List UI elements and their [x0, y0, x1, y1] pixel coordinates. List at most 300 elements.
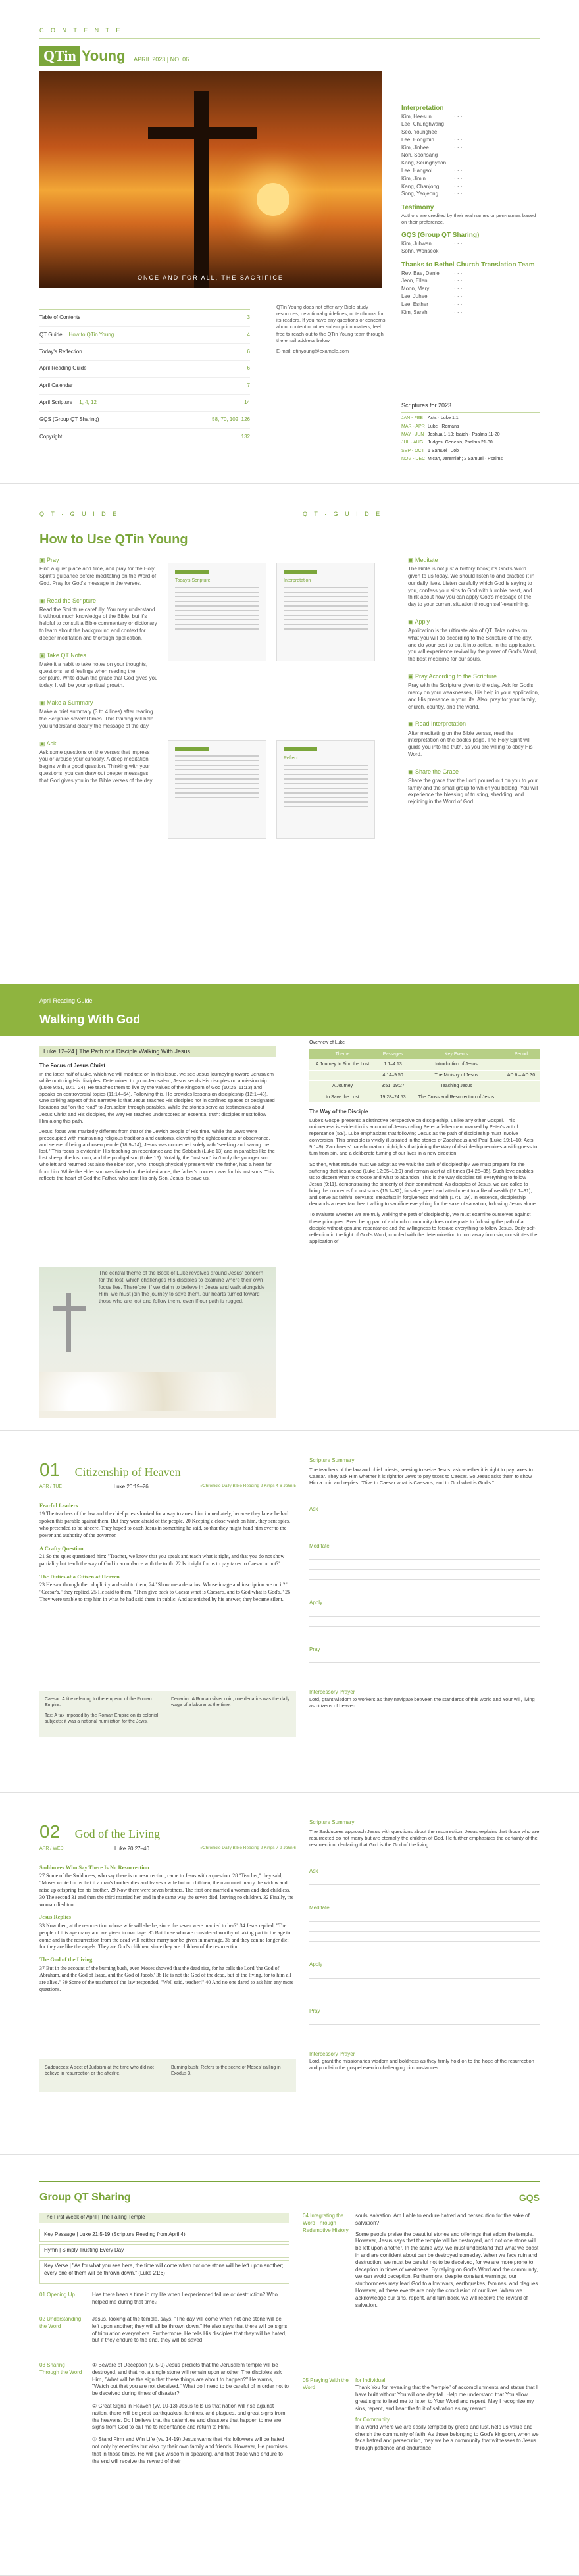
credit-name: Kim, Sarah: [401, 309, 428, 315]
opening-up-row: [39, 2292, 290, 2311]
bible-reading-plan: #Chronicle Daily Bible Reading 2 Kings 7-9 John 6: [200, 1845, 296, 1850]
guide-step-title: ▣ Make a Summary: [39, 699, 93, 706]
table-cell: [309, 1070, 376, 1080]
page-title: How to Use QTin Young: [39, 532, 188, 547]
reading-guide-banner: [0, 984, 579, 1036]
day-date: APR / WED: [39, 1846, 64, 1851]
verses: 21 So the spies questioned him: "Teacher, we know that you speak and teach what is right, and that you do not show partiality but teach the way of God in accordance with the truth. 22 Is it right for us to pay taxes to Caesar or not?": [39, 1553, 285, 1567]
writing-line[interactable]: [309, 1931, 540, 1932]
focus-paragraph-2: Jesus' focus was markedly different from that of the Jewish people of His time. While the Jews were preoccupied with maintaining religious traditions and customs, elevating the righteousness of observance, and sense of being a chosen people (18:9–14), Jesus was concerned solely with "seeking and saving the lost." This focus is evident in His teaching on repentance and the Sabbath (Luke 13) and in parables like the lost sheep, the lost coin, and the prodigal son (Luke 15). Notably, the "lost son" isn't only the younger son who left and returned but also the elder son, who, though physically present with the father, had a heart far from him. While the elder son was fixated on the inheritance, the father's concern was for his lost sons. This reflects the heart of God the Father, who sent His only Son, Jesus, to save us.: [39, 1128, 275, 1181]
annual-scriptures: [401, 401, 540, 463]
table-cell: A Journey to Find the Lost: [309, 1059, 376, 1070]
cross-icon: [194, 91, 209, 288]
credit-detail: · · ·: [454, 240, 463, 247]
sharing-items: [92, 2362, 290, 2470]
sharing-label: 03 Sharing Through the Word: [39, 2362, 82, 2375]
scripture-books: Joshua 1-10; Isaiah · Psalms 11-20: [428, 432, 500, 438]
day-number: 01: [39, 1459, 61, 1480]
table-cell: [503, 1059, 540, 1070]
guide-step-title: ▣ Take QT Notes: [39, 651, 86, 659]
credit-row: [401, 168, 540, 175]
credit-detail: · · ·: [454, 160, 463, 166]
table-header: Key Events: [410, 1049, 503, 1059]
credit-detail: · · ·: [454, 121, 463, 128]
guide-step: [39, 556, 158, 588]
guide-step: [408, 720, 540, 758]
credit-row: [401, 184, 540, 191]
table-row: [309, 1081, 540, 1092]
table-cell: to Save the Lost: [309, 1092, 376, 1102]
credit-detail: · · ·: [454, 129, 463, 136]
note-sadducees: Sadducees: A sect of Judaism at the time who did not believe in resurrection or the afterlife.: [45, 2065, 154, 2077]
way-heading: The Way of the Disciple: [309, 1109, 368, 1115]
toc-title: April Scripture 1, 4, 12: [39, 399, 97, 405]
toc-title: GQS (Group QT Sharing): [39, 416, 99, 422]
toc-item[interactable]: [39, 412, 250, 429]
credit-row: [401, 129, 540, 136]
note-burning-bush: Burning bush: Refers to the scene of Moses' calling in Exodus 3.: [171, 2065, 281, 2077]
guide-step-text: Application is the ultimate aim of QT. Take notes on what you will do according to the Scripture of the day, and do your best to put it into action. In the application, you will experience revival by the power of God's Word, the best medicine for our souls.: [408, 628, 538, 663]
credit-detail: · · ·: [454, 113, 463, 120]
toc-page: 7: [247, 382, 250, 389]
contents-page: [0, 0, 579, 484]
toc-item[interactable]: [39, 361, 250, 378]
divider: [39, 2181, 540, 2182]
focus-heading: The Focus of Jesus Christ: [39, 1063, 106, 1069]
flowers: [39, 1372, 276, 1411]
day-reference: Luke 20:27–40: [114, 1845, 149, 1852]
credits-sidebar: [401, 99, 540, 316]
writing-line[interactable]: [309, 2024, 540, 2025]
toc-page: 14: [244, 399, 250, 405]
day-number: 02: [39, 1821, 61, 1842]
opening-up-label: 01 Opening Up: [39, 2292, 75, 2298]
sample-page-label: Interpretation: [284, 578, 311, 583]
thanks-list: [401, 270, 540, 316]
day-header: [39, 1457, 296, 1494]
intercessory-text: Lord, grant the missionaries wisdom and boldness as they firmly hold on to the hope of the resurrection and proclaim the gospel even in challenging circumstances.: [309, 2058, 534, 2071]
about-box: [276, 304, 388, 355]
guide-step: [408, 556, 540, 609]
credit-name: Sohn, Wonseok: [401, 248, 439, 255]
cover-image: [39, 71, 382, 288]
luke-section-bar: Luke 12–24 | The Path of a Disciple Walking With Jesus: [39, 1046, 276, 1057]
table-cell: 9:51–19:27: [376, 1081, 410, 1092]
way-paragraph-2: So then, what attitude must we adopt as we walk the path of discipleship? We must prepare for the suffering that lies ahead (Luke 12:35–13:9) and remain alert at all times (14:25–35). Such love enables us to discern what to choose and what to abandon. This is the way disciples tell everything to follow Jesus (9:11), demonstrating the sincerity of their commitment. As disciples of Jesus, we are called to bring the concerns for lost souls (15:1–32), forsake greed and attachment to a life of wealth (16:1–31), and serve as faithful servants, steadfast in forgiveness and faith (17:1–19). In essence, discipleship demands a repentant heart willing to sacrifice everything for the sake of salvation, following Jesus alone.: [309, 1161, 538, 1207]
credit-name: Kim, Heesun: [401, 113, 432, 120]
logo-qtin: QTin: [39, 46, 80, 66]
guide-step-text: Find a quiet place and time, and pray for the Holy Spirit's guidance before meditating on the Word of God. Pray for God's message in the verses.: [39, 566, 157, 586]
credit-detail: · · ·: [454, 191, 463, 197]
gqs-tag: GQS: [518, 2192, 540, 2203]
sharing-item: ② Great Signs in Heaven (vv. 10-13) Jesus tells us that nation will rise against nation, there will be great earthquakes, famines, and plagues, and great signs from the heavens. Do I believe that the calamities and disasters that happen to me are signs from God to call me to repentance and return to Him?: [92, 2402, 286, 2431]
guide-step: [408, 672, 540, 711]
banner-label: April Reading Guide: [39, 998, 93, 1004]
focus-section: [39, 1063, 276, 1182]
guide-step-title: ▣ Share the Grace: [408, 768, 459, 775]
understanding-row: [39, 2316, 290, 2356]
way-section: [309, 1109, 540, 1245]
gqs-credit-list: [401, 241, 540, 256]
toc-title: April Calendar: [39, 382, 73, 389]
table-cell: Introduction of Jesus: [410, 1059, 503, 1070]
guide-step-text: Pray with the Scripture given to the day. Ask for God's mercy on your weaknesses, His help in your application, and His presence in your life. Also, pray for your family, church, country, and the world.: [408, 682, 540, 710]
guide-step-title: ▣ Read Interpretation: [408, 720, 466, 728]
credit-name: Lee, Hongmin: [401, 136, 434, 143]
guide-step-text: Share the grace that the Lord poured out on you to your family and the small group to which you belong. You will experience the blessing of trusting, shedding, and rejoicing in the Word of God.: [408, 777, 538, 805]
cross-beam: [53, 1306, 86, 1311]
meditate-label: Meditate: [309, 1542, 330, 1549]
credit-name: Noh, Soonsang: [401, 152, 438, 159]
meditate-label: Meditate: [309, 1904, 330, 1911]
credit-detail: · · ·: [454, 309, 463, 315]
writing-line[interactable]: [309, 1616, 540, 1617]
toc-title: QT Guide How to QTin Young: [39, 331, 114, 338]
pray-label: Pray: [309, 2008, 320, 2014]
divider: [39, 38, 540, 39]
guide-step-text: Make a brief summary (3 to 4 lines) after reading the Scripture several times. This training will help you understand clearly the message of the day.: [39, 709, 154, 729]
table-header: Passages: [376, 1049, 410, 1059]
table-cell: The Ministry of Jesus: [410, 1070, 503, 1080]
subheading: The Duties of a Citizen of Heaven: [39, 1573, 120, 1580]
credit-row: [401, 114, 540, 121]
credit-name: Kang, Chanjong: [401, 183, 440, 189]
understanding-text: Jesus, looking at the temple, says, "The day will come when not one stone will be left upon another; they will all be thrown down." He also says that there will be signs of tribulation everywhere. Furthermore, He tells His disciples that they will be hated, but if they endure to the end, they will be saved.: [92, 2316, 288, 2344]
toc-page: 3: [247, 315, 250, 320]
toc-title: Today's Reflection: [39, 348, 82, 355]
about-text: QTin Young does not offer any Bible study resources, devotional guidelines, or textbooks for its readers. If you have any questions or concerns about content or other subscription matters, feel free to reach out to the QTin Young team through the email address below.: [276, 304, 386, 343]
credit-detail: · · ·: [454, 248, 463, 255]
table-header: Theme: [309, 1049, 376, 1059]
guide-step: [408, 768, 540, 806]
apply-label: Apply: [309, 1961, 323, 1967]
verses: 19 The teachers of the law and the chief priests looked for a way to arrest him immediately, because they knew he had spoken this parable against them. But they were afraid of the people. 20 Keeping a close watch on him, they sent spies, who pretended to be sincere. They hoped to catch Jesus in something he said, so that they might hand him over to the power and authority of the governor.: [39, 1511, 291, 1538]
credit-detail: · · ·: [454, 286, 463, 292]
writing-line[interactable]: [309, 1626, 540, 1627]
scripture-months: NOV - DEC: [401, 457, 426, 462]
sharing-item: ① Beware of Deception (v. 5-9) Jesus predicts that the Jerusalem temple will be destroyed, and that not a single stone will remain upon another. The disciples ask Him, "What will be the sign that these things are about to happen?" He warns, "Watch out that you are not deceived." What do I need to be careful of in order not to be deceived during times of disaster?: [92, 2362, 289, 2397]
credit-name: Jeon, Ellen: [401, 278, 428, 284]
subheading: Jesus Replies: [39, 1913, 71, 1921]
summary-label: Scripture Summary: [309, 1457, 355, 1463]
summary-label: Scripture Summary: [309, 1819, 355, 1825]
day-title: God of the Living: [74, 1827, 161, 1840]
verses: 27 Some of the Sadducees, who say there is no resurrection, came to Jesus with a question. 28 "Teacher," they said, "Moses wrote for us that if a man's brother dies and leaves a wife but no children, the man must marry the widow and raise up offspring for his brother. 29 Now there were seven brothers. The first one married a woman and died childless. 30 The second 31 and then the third married her, and in the same way the seven died, leaving no children. 32 Finally, the woman died too.: [39, 1873, 294, 1907]
key-verse: Key Verse | "As for what you see here, the time will come when not one stone will be left upon another; every one of them will be thrown down." (Luke 21:6): [39, 2260, 290, 2284]
table-cell: The Cross and Resurrection of Jesus: [410, 1092, 503, 1102]
guide-steps-left: [39, 556, 158, 794]
scripture-text: [39, 1497, 296, 1604]
writing-line[interactable]: [309, 1941, 540, 1942]
toc-item[interactable]: [39, 344, 250, 361]
ask-label: Ask: [309, 1506, 318, 1513]
writing-line[interactable]: [309, 1921, 540, 1922]
toc-item[interactable]: [39, 327, 250, 344]
scripture-row: [401, 424, 540, 430]
reflection-area: [309, 1457, 540, 1709]
table-row: [309, 1059, 540, 1070]
writing-line[interactable]: [309, 1569, 540, 1570]
scripture-months: MAY - JUN: [401, 432, 424, 438]
toc-page: 6: [247, 365, 250, 372]
credit-row: [401, 270, 540, 278]
credit-row: [401, 176, 540, 183]
scripture-row: [401, 432, 540, 438]
scripture-row: [401, 440, 540, 445]
way-paragraph-3: To evaluate whether we are truly walking the path of discipleship, we must examine ourselves against these principles. Even being part of a church community does not equate to following the path of a disciple without genuine repentance and the willingness to forsake everything to follow Jesus. Daily self-reflection in the light of God's Word, coupled with the determination to turn away from sin, constitutes the application of: [309, 1211, 538, 1244]
intercessory-label: Intercessory Prayer: [309, 2051, 355, 2058]
contents-header: [39, 26, 540, 39]
summary-text: The teachers of the law and chief priests, seeking to seize Jesus, ask whether it is right to pay taxes to Caesar. They ask Him whether it is right for Jews to pay taxes to Caesar. So Jesus asks them to show Him a coin and replies, "Give to Caesar what is Caesar's, and to God what is God's.": [309, 1466, 533, 1486]
guide-step-text: The Bible is not just a history book; it's God's Word given to us today. We should listen to and practice it in our daily lives. Listen carefully which God is saying to you, confess your sins to God with humble heart, and think about how you can apply God's message of the day to your current situation through self-examining.: [408, 566, 535, 608]
sample-page-heading: [175, 570, 209, 574]
pray-individual-text: Thank You for revealing that the "temple" of accomplishments and status that I have built without You will one day fall. Help me understand that You allow great signs to lead me to listen to Your Word and repent. May I recognize my sins, repent, and bear the fruit of salvation as my reward.: [355, 2384, 538, 2412]
gqs-page: [0, 2155, 579, 2576]
scripture-months: SEP - OCT: [401, 448, 424, 453]
integrating-label: 04 Integrating the Word Through Redemptive History: [303, 2213, 349, 2233]
integrating-body: Some people praise the beautiful stones and offerings that adorn the temple. However, Jesus says that the temple will be destroyed, and not one stone will be left upon another. In the same way, we must understand that what we boast in and are confident about can be destroyed someday. When we face ruin and destruction, we must be careful not to be deceived, for we are more prone to deception in times of weakness. By relying on God's Word and the community, we can avoid deception. Furthermore, despite constant warnings, our stubbornness may lead God to allow wars, earthquakes, famines, and plagues. However, all these events are only the conclusion of our lives. When we acknowledge our sins, repent, and turn back, we will receive the reward of salvation.: [355, 2231, 540, 2308]
credit-detail: · · ·: [454, 175, 463, 182]
guide-step: [39, 651, 158, 690]
guide-header-right: [303, 510, 540, 522]
credit-row: [401, 160, 540, 167]
pray-community-label: for Community: [355, 2416, 390, 2423]
cross-icon: [66, 1293, 71, 1352]
reflection-area: [309, 1819, 540, 2071]
focus-paragraph-1: In the latter half of Luke, which we will meditate on in this issue, we see Jesus journeying toward Jerusalem while nurturing His disciples. Determined to go to Jerusalem, Jesus sends His disciples on a mission trip (Luke 9:51, 10:1–24). He teaches them to live by the values of the Kingdom of God (10:25–11:13) and speaks on controversial topics (11:14–54). Following this, He provides lessons on discipleship (12:1–48). One striking aspect of this narrative is that Jesus teaches His disciples not in confined spaces or designated locations but "on the road" to Jerusalem through parables. While the stories serve as testimonies about Jesus Christ and His disciples, the way He teaches underscores an essential truth: disciples must follow Him along this path.: [39, 1071, 275, 1124]
scripture-row: [401, 448, 540, 454]
subheading: A Crafty Question: [39, 1544, 84, 1552]
sample-page-label: Today's Scripture: [175, 578, 211, 583]
credit-row: [401, 248, 540, 255]
day-header: [39, 1819, 296, 1856]
bible-reading-plan: #Chronicle Daily Bible Reading 2 Kings 4-6 John 5: [200, 1483, 296, 1488]
table-cell: Teaching Jesus: [410, 1081, 503, 1092]
table-cell: 1:1–4:13: [376, 1059, 410, 1070]
writing-line[interactable]: [309, 1559, 540, 1560]
contact-email[interactable]: E-mail: qtinyoung@example.com: [276, 347, 349, 354]
cross-beam: [148, 127, 257, 139]
credit-detail: · · ·: [454, 144, 463, 151]
sample-page-label: Reflect: [284, 756, 298, 761]
reading-guide-page: [0, 957, 579, 1431]
credit-detail: · · ·: [454, 293, 463, 299]
guide-step-title: ▣ Apply: [408, 618, 430, 625]
toc-item[interactable]: [39, 378, 250, 395]
guide-step-title: ▣ Pray According to the Scripture: [408, 673, 497, 680]
guide-step-title: ▣ Ask: [39, 740, 57, 747]
table-cell: A Journey: [309, 1081, 376, 1092]
credit-row: [401, 278, 540, 285]
scripture-books: Acts · Luke 1:1: [428, 416, 459, 421]
guide-step: [39, 699, 158, 730]
gqs-credit-title: GQS (Group QT Sharing): [401, 232, 480, 240]
key-passage: Key Passage | Luke 21:5-19 (Scripture Reading from April 4): [39, 2229, 290, 2242]
writing-line[interactable]: [309, 1662, 540, 1663]
thanks-title: Thanks to Bethel Church Translation Team: [401, 261, 535, 269]
section-label: Q T · G U I D E: [39, 511, 120, 517]
credit-detail: · · ·: [454, 168, 463, 174]
note-denarius: Denarius: A Roman silver coin; one denarius was the daily wage of a laborer at the time.: [171, 1697, 290, 1708]
ask-label: Ask: [309, 1868, 318, 1875]
guide-step-title: ▣ Meditate: [408, 557, 438, 563]
table-cell: [503, 1081, 540, 1092]
interpretation-list: [401, 114, 540, 199]
table-header: Period: [503, 1049, 540, 1059]
scripture-books: Judges, Genesis, Psalms 21-30: [428, 440, 493, 445]
testimony-text: Authors are credited by their real names or pen-names based on their preference.: [401, 212, 536, 225]
pray-label: Pray: [309, 1646, 320, 1652]
toc-title: Copyright: [39, 433, 63, 440]
credit-row: [401, 309, 540, 316]
credit-name: Lee, Esther: [401, 301, 428, 307]
note-caesar: Caesar: A title referring to the emperor of the Roman Empire.: [45, 1697, 152, 1708]
toc-item[interactable]: [39, 310, 250, 327]
issue-label: APRIL 2023 | NO. 06: [134, 55, 189, 63]
sunset-sun: [257, 183, 290, 216]
subheading: The God of the Living: [39, 1956, 93, 1963]
scripture-months: JAN - FEB: [401, 416, 424, 421]
verses: 33 Now then, at the resurrection whose wife will she be, since the seven were married to her?" 34 Jesus replied, "The people of this age marry and are given in marriage. 35 But those who are considered worthy of taking part in the age to come and in the resurrection from the dead will neither marry nor be given in marriage, 36 and they can no longer die; for they are like the angels. They are God's children, since they are children of the resurrection.: [39, 1922, 291, 1950]
annual-scriptures-title: Scriptures for 2023: [401, 402, 452, 409]
guide-step-text: Read the Scripture carefully. You may understand it without much knowledge of the Bible, but it's helpful to consult a Bible commentary or dictionary to learn about the background and context for deeper meditation and thorough application.: [39, 606, 157, 641]
scripture-months: JUL - AUG: [401, 440, 424, 445]
credit-row: [401, 145, 540, 152]
testimony-title: Testimony: [401, 204, 434, 212]
table-row: [309, 1092, 540, 1102]
toc-page: 132: [241, 433, 250, 440]
sample-page-heading: [175, 747, 209, 751]
sample-page-scripture: [168, 563, 266, 661]
way-paragraph-1: Luke's Gospel presents a distinctive perspective on discipleship, unlike any other Gospel. This uniqueness is evident in its account of Jesus calling Peter a fisherman, marked by Peter's act of repentance (5:8). Luke emphasizes that following Jesus as the path of discipleship must involve conversion. This principle is vividly illustrated in the stories of Zacchaeus and Paul (Luke 19:1–10; Acts 9:1–9). Zacchaeus' transformation highlights that joining the Way of discipleship requires a willingness to turn from sin, and a deliberate turning of our lives in a new direction.: [309, 1117, 538, 1157]
apply-label: Apply: [309, 1599, 323, 1605]
table-cell: AD 6 – AD 30: [503, 1070, 540, 1080]
verses: 23 He saw through their duplicity and said to them, 24 "Show me a denarius. Whose image and inscription are on it?" "Caesar's," they replied. 25 He said to them, "Then give back to Caesar what is Caesar's, and to God what is God's." 26 They were unable to trap him in what he had said there in public. And astonished by his answer, they became silent.: [39, 1582, 291, 1602]
toc-page: 58, 70, 102, 126: [212, 416, 250, 422]
sample-page-interpretation: [276, 563, 375, 661]
qt-guide-page: [0, 484, 579, 957]
table-cell: 19:28–24:53: [376, 1092, 410, 1102]
credit-row: [401, 121, 540, 128]
credit-name: Kang, Seunghyeon: [401, 160, 447, 166]
credit-name: Moon, Mary: [401, 286, 430, 292]
toc-item[interactable]: [39, 429, 250, 446]
guide-step-text: After meditating on the Bible verses, read the interpretation on the book's page. The Holy Spirit will guide you into the truth, as you are willing to obey His Word.: [408, 730, 533, 757]
toc-item[interactable]: [39, 395, 250, 412]
guide-header-left: [39, 510, 276, 522]
understanding-label: 02 Understanding the Word: [39, 2316, 82, 2329]
scripture-row: [401, 456, 540, 462]
sharing-row: [39, 2362, 290, 2560]
sample-page-heading: [284, 570, 317, 574]
credit-detail: · · ·: [454, 270, 463, 276]
scripture-books: 1 Samuel · Job: [428, 448, 459, 453]
toc-title: April Reading Guide: [39, 365, 87, 372]
guide-step: [39, 597, 158, 642]
credit-row: [401, 152, 540, 159]
cover-caption: · ONCE AND FOR ALL, THE SACRIFICE ·: [131, 274, 290, 281]
credit-detail: · · ·: [454, 152, 463, 159]
divider: [401, 412, 540, 413]
guide-step-text: Ask some questions on the verses that impress you or arouse your curiosity. A deep meditation begins with a good question. Thinking with your questions, you can draw out deeper messages that God gives you in the Bible verses of the day.: [39, 749, 154, 784]
sharing-item: ③ Stand Firm and Win Life (vv. 14-19) Jesus warns that His followers will be hated not only by enemies but also by their own family and friends. However, He promises that in those times, He will give wisdom in speaking, and that those who endure to the end will receive the reward of their: [92, 2437, 288, 2464]
table-cell: [503, 1092, 540, 1102]
sample-page-reflect: [276, 740, 375, 839]
toc-page: 6: [247, 348, 250, 355]
note-tax: Tax: A tax imposed by the Roman Empire on its colonial subjects; it was a national humiliation for the Jews.: [45, 1713, 159, 1725]
credit-name: Kim, Jimin: [401, 175, 426, 182]
credit-detail: · · ·: [454, 301, 463, 307]
guide-step: [408, 618, 540, 663]
credit-name: Lee, Juhee: [401, 293, 428, 299]
toc-page: 4: [247, 331, 250, 338]
verses: 37 But in the account of the burning bush, even Moses showed that the dead rise, for he calls the Lord 'the God of Abraham, and the God of Isaac, and the God of Jacob.' 38 He is not the God of the dead, but of the living, for to him all are alive." 39 Some of the teachers of the law responded, "Well said, teacher!" 40 And no one dared to ask him any more questions.: [39, 1965, 294, 1992]
toc-subtitle: How to QTin Young: [68, 331, 114, 338]
intercessory-text: Lord, grant wisdom to workers as they navigate between the standards of this world and Your will, living as citizens of heaven.: [309, 1696, 535, 1709]
credit-name: Kim, Jinhee: [401, 144, 429, 151]
table-of-contents: [39, 309, 250, 445]
table-row: [309, 1070, 540, 1080]
interpretation-title: Interpretation: [401, 105, 444, 112]
credit-row: [401, 241, 540, 248]
scripture-text: [39, 1859, 296, 1994]
credit-row: [401, 301, 540, 309]
credit-row: [401, 293, 540, 301]
integrating-text: [355, 2213, 540, 2309]
scripture-row: [401, 415, 540, 421]
scripture-months: MAR - APR: [401, 424, 425, 429]
table-cell: 4:14–9:50: [376, 1070, 410, 1080]
praying-label: 05 Praying With the Word: [303, 2377, 349, 2390]
credit-name: Rev. Bae, Daniel: [401, 270, 441, 276]
guide-step-title: ▣ Read the Scripture: [39, 597, 97, 604]
writing-line[interactable]: [309, 1978, 540, 1979]
writing-line[interactable]: [309, 1579, 540, 1580]
scripture-books: Luke · Romans: [428, 424, 459, 429]
hymn: Hymn | Simply Trusting Every Day: [39, 2244, 290, 2258]
week-bar: The First Week of April | The Falling Temple: [39, 2213, 290, 2223]
toc-subtitle: 1, 4, 12: [79, 399, 97, 405]
guide-steps-right: [408, 556, 540, 815]
credit-detail: · · ·: [454, 183, 463, 189]
credit-row: [401, 191, 540, 198]
intercessory-label: Intercessory Prayer: [309, 1689, 355, 1696]
word-notes: [39, 2059, 296, 2092]
subheading: Fearful Leaders: [39, 1502, 78, 1509]
luke-overview-table: [309, 1049, 540, 1103]
toc-title: Table of Contents: [39, 315, 81, 320]
day-title: Citizenship of Heaven: [74, 1465, 181, 1478]
credit-name: Lee, Chunghwang: [401, 121, 444, 128]
day-01-page: [0, 1431, 579, 1793]
pray-community-text: In a world where we are easily tempted by greed and lust, help us value and cherish the community of faith. As those belonging to God's kingdom, when we face hatred and persecution, may we be a community that witnesses to Jesus through patience and endurance.: [355, 2423, 539, 2452]
credit-name: Kim, Juhwan: [401, 240, 432, 247]
sample-page-heading: [284, 747, 317, 751]
section-label: C O N T E N T E: [39, 27, 123, 34]
credit-row: [401, 137, 540, 144]
section-label: Q T · G U I D E: [303, 511, 383, 517]
subheading: Sadducees Who Say There Is No Resurrection: [39, 1864, 149, 1871]
writing-line[interactable]: [309, 1884, 540, 1885]
table-title: Overview of Luke: [309, 1040, 345, 1045]
credit-detail: · · ·: [454, 136, 463, 143]
credit-detail: · · ·: [454, 278, 463, 284]
credit-name: Seo, Younghee: [401, 129, 438, 136]
opening-up-text: Has there been a time in my life when I experienced failure or destruction? Who helped me during that time?: [92, 2292, 278, 2305]
magazine-logo: [39, 46, 237, 67]
word-notes: [39, 1691, 296, 1737]
credit-name: Song, Yeojeong: [401, 191, 439, 197]
